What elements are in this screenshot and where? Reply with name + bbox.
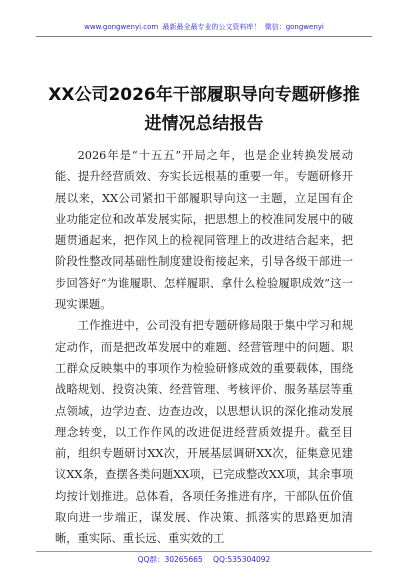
footer-qq: QQ:535304092 xyxy=(213,555,271,564)
document-title: XX公司2026年干部履职导向专题研修推进情况总结报告 xyxy=(48,85,360,134)
page-header xyxy=(40,22,368,32)
page-footer xyxy=(0,555,408,565)
header-divider xyxy=(36,36,372,37)
paragraph: 2026年是“十五五”开局之年，也是企业转换发展动能、提升经营质效、夯实长远根基的重要一年。专题研修开展以来，XX公司紧扣干部履职导向这一主题，立足国有企业功能定位和改革发展实际，把思想上的校准同发展中的破题贯通起来，把作风上的检视同管理上的改进结合起来，把阶段性整改同基础性制度建设衔接起来，引导各级干部进一步回答好“为谁履职、怎样履职、拿什么检验履职成效”这一现实课题。 xyxy=(55,149,353,312)
document-body xyxy=(55,145,353,550)
header-site-link[interactable]: www.gongwenyi.com xyxy=(84,23,159,31)
paragraph: 工作推进中，公司没有把专题研修局限于集中学习和规定动作，而是把改革发展中的难题、经营管理中的问题、职工群众反映集中的事项作为检验研修成效的重要载体，围绕战略规划、投资决策、经营管理、考核评价、服务基层等重点领域，边学边查、边查边改，以思想认识的深化推动发展理念转变，以工作作风的改进促进经营质效提升。截至目前，组织专题研讨XX次，开展基层调研XX次，征集意见建议XX条，查摆各类问题XX项，已完成整改XX项，其余事项均按计划推进。总体看，各项任务推进有序，干部队伍价值取向进一步端正，谋发展、作决策、抓落实的思路更加清晰，重实际、重长远、重实效的工 xyxy=(55,319,353,546)
header-wechat: 微信：gongwenyi xyxy=(264,23,324,31)
header-slogan: 最新最全最专业的公文资料库！ xyxy=(162,23,261,31)
footer-qq-group: QQ群：30265665 xyxy=(137,555,203,564)
footer-divider xyxy=(36,551,372,552)
